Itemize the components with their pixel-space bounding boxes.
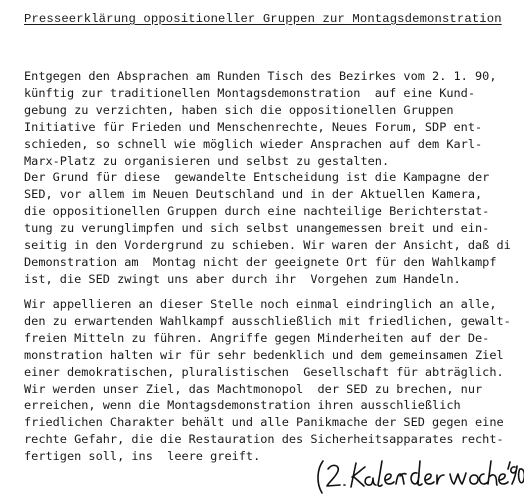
paragraph-1: [24, 68, 511, 288]
text-line: Entgegen den Absprachen am Runden Tisch des Bezirkes vom 2. 1. 90,: [24, 69, 497, 83]
text-line: fertigen soll, ins leere greift.: [24, 449, 261, 464]
text-line: Wir werden unser Ziel, das Machtmonopol der SED zu brechen, nur: [24, 381, 483, 396]
document-title: Presseerklärung oppositioneller Gruppen zur Montagsdemonstration: [24, 12, 502, 26]
text-line: friedlichen Charakter behält und alle Panikmache der SED gegen eine: [24, 415, 504, 430]
text-line: Demonstration am Montag nicht der geeignete Ort für den Wahlkampf: [24, 254, 497, 269]
text-line: ist, die SED zwingt uns aber durch ihr Vorgehen zum Handeln.: [24, 271, 461, 286]
text-line: SED, vor allem im Neuen Deutschland und in der Aktuellen Kamera,: [24, 187, 483, 202]
text-line: künftig zur traditionellen Montagsdemonstration auf eine Kund-: [24, 85, 476, 100]
text-line: freien Mitteln zu führen. Angriffe gegen Minderheiten auf der De-: [24, 330, 490, 345]
text-line: schieden, so schnell wie möglich wieder Ansprachen auf dem Karl-: [24, 136, 483, 151]
text-line: rechte Gefahr, die die Restauration des Sicherheitsapparates recht-: [24, 432, 504, 447]
handwritten-note: [314, 455, 524, 497]
text-line: die oppositionellen Gruppen durch eine nachteilige Berichterstat-: [24, 204, 490, 219]
text-line: Der Grund für diese gewandelte Entscheidung ist die Kampagne der: [24, 170, 490, 185]
text-line: Marx-Platz zu organisieren und selbst zu gestalten.: [24, 153, 390, 168]
text-line: tung zu verunglimpfen und sich selbst unangemessen breit und ein-: [24, 221, 490, 236]
text-line: monstration halten wir für sehr bedenklich und dem gemeinsamen Ziel: [24, 347, 504, 362]
text-line: Wir appellieren an dieser Stelle noch einmal eindringlich an alle,: [24, 297, 497, 311]
text-line: seitig in den Vordergrund zu schieben. Wir waren der Ansicht, daß di: [24, 238, 511, 253]
text-line: Initiative für Frieden und Menschenrechte, Neues Forum, SDP ent-: [24, 119, 483, 134]
text-line: den zu erwartenden Wahlkampf ausschließlich mit friedlichen, gewalt-: [24, 313, 511, 328]
paragraph-2: [24, 296, 511, 465]
text-line: gebung zu verzichten, haben sich die oppositionellen Gruppen: [24, 102, 454, 117]
text-line: erreichen, wenn die Montagsdemonstration ihren ausschließlich: [24, 398, 461, 413]
text-line: einer demokratischen, pluralistischen Gesellschaft für abträglich.: [24, 364, 504, 379]
